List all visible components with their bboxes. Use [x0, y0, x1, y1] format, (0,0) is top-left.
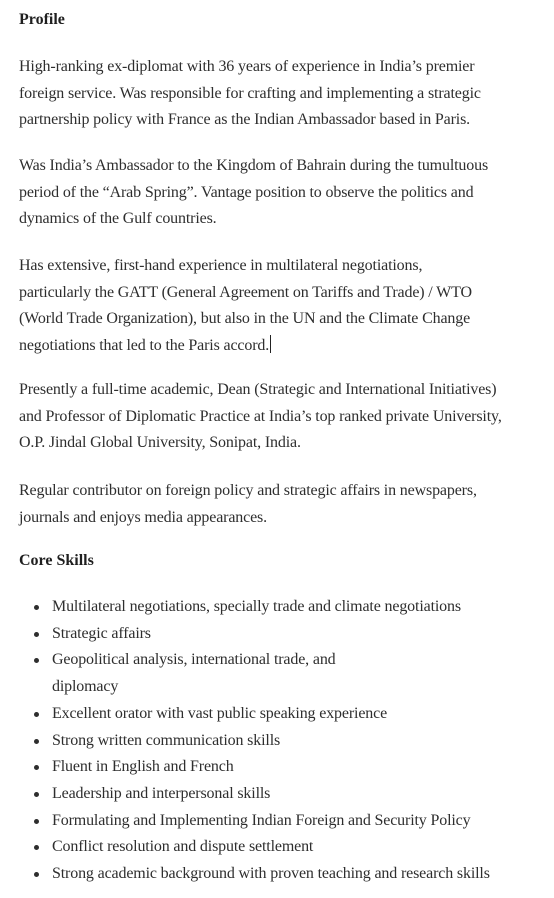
profile-paragraph-3[interactable]	[19, 253, 549, 359]
list-item[interactable]	[19, 808, 549, 835]
text-line: Was India’s Ambassador to the Kingdom of Bahrain during the tumultuous	[19, 157, 489, 174]
profile-paragraph-4[interactable]	[19, 377, 549, 457]
bullet-icon	[34, 658, 39, 663]
text-line: particularly the GATT (General Agreement on Tariffs and Trade) / WTO	[19, 283, 472, 301]
bullet-icon	[34, 845, 39, 850]
text-line: Regular contributor on foreign policy and strategic affairs in newspapers,	[19, 482, 477, 499]
list-item-text: Strong written communication skills	[52, 731, 281, 749]
core-skills-heading: Core Skills	[19, 552, 94, 569]
core-skills-list	[19, 594, 549, 888]
bullet-icon	[34, 605, 39, 610]
list-item-text: Geopolitical analysis, international trade, and	[52, 651, 336, 669]
bullet-icon	[34, 712, 39, 717]
list-item[interactable]	[19, 754, 549, 781]
text-line: and Professor of Diplomatic Practice at India’s top ranked private University,	[19, 407, 502, 425]
text-line: (World Trade Organization), but also in the UN and the Climate Change	[19, 310, 471, 327]
list-item[interactable]	[19, 647, 549, 700]
text-line: O.P. Jindal Global University, Sonipat, India.	[19, 434, 301, 451]
text-cursor	[270, 335, 271, 353]
list-item[interactable]	[19, 728, 549, 755]
text-line-with-cursor	[19, 333, 549, 360]
bullet-icon	[34, 872, 39, 877]
text-line: negotiations that led to the Paris accord.	[19, 336, 270, 354]
bullet-icon	[34, 765, 39, 770]
profile-paragraph-5[interactable]	[19, 478, 549, 531]
text-line: Presently a full-time academic, Dean (Strategic and International Initiatives)	[19, 381, 497, 398]
list-item[interactable]	[19, 594, 549, 621]
text-line: partnership policy with France as the Indian Ambassador based in Paris.	[19, 111, 471, 128]
bullet-icon	[34, 632, 39, 637]
list-item-text: diplomacy	[52, 678, 119, 696]
list-item[interactable]	[19, 834, 549, 861]
list-item-text: Formulating and Implementing Indian Foreign and Security Policy	[52, 811, 471, 829]
profile-heading: Profile	[19, 11, 65, 28]
profile-paragraph-1[interactable]	[19, 54, 549, 134]
list-item[interactable]	[19, 861, 549, 888]
text-line: dynamics of the Gulf countries.	[19, 210, 217, 227]
bullet-icon	[34, 739, 39, 744]
bullet-icon	[34, 792, 39, 797]
profile-paragraph-2[interactable]	[19, 153, 549, 233]
bullet-icon	[34, 819, 39, 824]
list-item-text: Fluent in English and French	[52, 758, 234, 776]
list-item-text: Strategic affairs	[52, 624, 151, 642]
list-item[interactable]	[19, 781, 549, 808]
list-item-text: Conflict resolution and dispute settlement	[52, 838, 314, 856]
text-line: Has extensive, first-hand experience in multilateral negotiations,	[19, 257, 423, 274]
list-item[interactable]	[19, 621, 549, 648]
list-item-text: Strong academic background with proven teaching and research skills	[52, 865, 490, 883]
text-line: period of the “Arab Spring”. Vantage position to observe the politics and	[19, 183, 474, 201]
list-item-text: Excellent orator with vast public speaking experience	[52, 704, 388, 722]
list-item-text: Multilateral negotiations, specially trade and climate negotiations	[52, 598, 461, 615]
text-line: foreign service. Was responsible for crafting and implementing a strategic	[19, 84, 481, 102]
list-item-text: Leadership and interpersonal skills	[52, 784, 271, 802]
text-line: High-ranking ex-diplomat with 36 years of experience in India’s premier	[19, 58, 475, 75]
text-line: journals and enjoys media appearances.	[19, 508, 267, 526]
list-item[interactable]	[19, 701, 549, 728]
